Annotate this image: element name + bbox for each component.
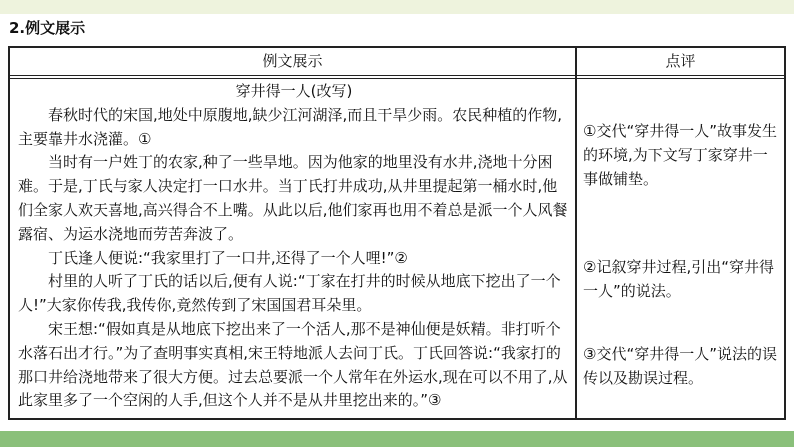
essay-table [8,46,786,420]
essay-paragraph-1: 春秋时代的宋国,地处中原腹地,缺少江河湖泽,而且干旱少雨。农民种植的作物,主要靠井水浇灌。① [18,105,563,148]
header-comment: 点评 [665,52,696,70]
essay-paragraph-3: 丁氏逢人便说:“我家里打了一口井,还得了一个人哩!”② [48,248,408,267]
top-band [0,0,794,14]
section-heading: 2.例文展示 [9,19,86,37]
comment-3: ③交代“穿井得一人”说法的误传以及勘误过程。 [583,345,777,387]
example-essay [18,80,570,413]
essay-paragraph-2: 当时有一户姓丁的农家,种了一些旱地。因为他家的地里没有水井,浇地十分困难。于是,丁氏与家人决定打一口水井。当丁氏打井成功,从井里提起第一桶水时,他们全家人欢天喜地,高兴得合不上嘴。从此以后,他们家再也用不着总是派一个人风餐露宿、为运水浇地而劳苦奔波了。 [18,153,568,243]
header-divider-double [10,78,784,79]
comment-2: ②记叙穿井过程,引出“穿井得一人”的说法。 [583,258,774,300]
column-divider [575,48,577,418]
comment-1: ①交代“穿井得一人”故事发生的环境,为下文写丁家穿井一事做铺垫。 [583,122,777,188]
header-example-text: 例文展示 [262,52,323,70]
essay-title: 穿井得一人(改写) [235,82,353,100]
bottom-band [0,431,794,447]
essay-paragraph-4: 村里的人听了丁氏的话以后,便有人说:“丁家在打井的时候从地底下挖出了一个人!”大家你传我,我传你,竟然传到了宋国国君耳朵里。 [18,272,561,315]
essay-paragraph-5: 宋王想:“假如真是从地底下挖出来了一个活人,那不是神仙便是妖精。非打听个水落石出才行。”为了查明事实真相,宋王特地派人去问丁氏。丁氏回答说:“我家打的那口井给浇地带来了很大方便。过去总要派一个人常年在外运水,现在可以不用了,从此家里多了一个空闲的人手,但这个人并不是从井里挖出来的。”③ [18,319,568,410]
header-divider [10,75,784,76]
